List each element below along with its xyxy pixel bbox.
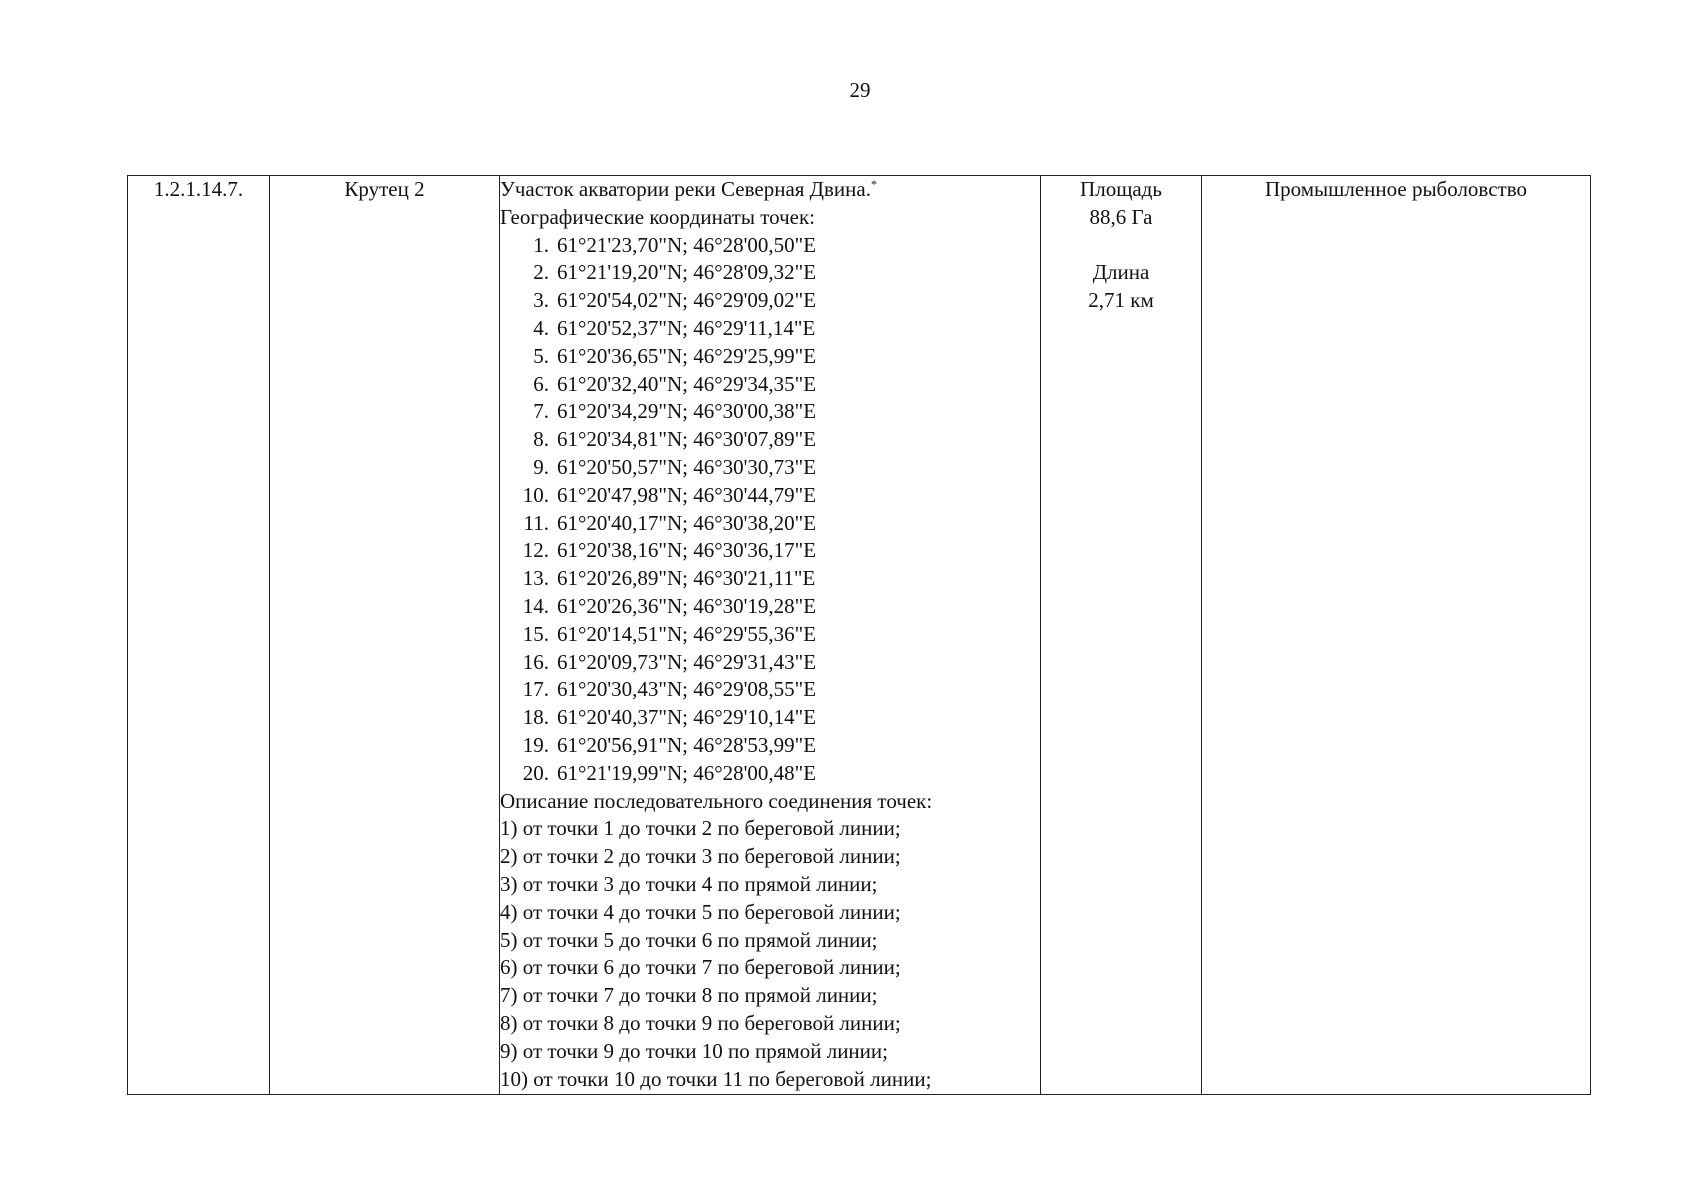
site-number-cell: 1.2.1.14.7. — [128, 176, 270, 1095]
coord-item — [500, 398, 1040, 426]
coords-heading: Географические координаты точек: — [500, 204, 815, 229]
coord-value: 61°20'34,81"N; 46°30'07,89"E — [557, 427, 817, 452]
site-name-cell: Крутец 2 — [270, 176, 500, 1095]
coord-index: 11. — [523, 510, 549, 535]
description-title-text: Участок акватории реки Северная Двина. — [500, 177, 871, 201]
coord-value: 61°20'09,73"N; 46°29'31,43"E — [557, 649, 817, 674]
connection-item: 9) от точки 9 до точки 10 по прямой линии; — [500, 1038, 888, 1063]
connection-item: 2) от точки 2 до точки 3 по береговой линии; — [500, 844, 901, 869]
connection-item: 6) от точки 6 до точки 7 по береговой линии; — [500, 955, 901, 980]
site-purpose-cell: Промышленное рыболовство — [1202, 176, 1591, 1095]
coord-value: 61°21'19,20"N; 46°28'09,32"E — [557, 260, 817, 285]
coord-value: 61°20'34,29"N; 46°30'00,38"E — [557, 399, 817, 424]
coord-value: 61°20'52,37"N; 46°29'11,14"E — [557, 315, 816, 340]
coord-item — [500, 704, 1040, 732]
coord-item — [500, 565, 1040, 593]
coord-item — [500, 593, 1040, 621]
table-row — [128, 176, 1591, 1095]
coord-value: 61°20'40,17"N; 46°30'38,20"E — [557, 510, 817, 535]
area-label: Площадь — [1080, 177, 1162, 201]
coord-item — [500, 426, 1040, 454]
coord-index: 16. — [522, 649, 549, 674]
coord-item — [500, 537, 1040, 565]
coord-index: 20. — [522, 760, 549, 785]
coord-value: 61°20'50,57"N; 46°30'30,73"E — [557, 454, 817, 479]
description-title — [500, 176, 1040, 204]
coord-value: 61°20'38,16"N; 46°30'36,17"E — [557, 538, 817, 563]
coord-item — [500, 510, 1040, 538]
connection-item: 3) от точки 3 до точки 4 по прямой линии; — [500, 871, 878, 896]
coord-item — [500, 732, 1040, 760]
length-value: 2,71 км — [1088, 288, 1154, 313]
connection-item: 7) от точки 7 до точки 8 по прямой линии; — [500, 983, 878, 1008]
connections-heading: Описание последовательного соединения точек: — [500, 788, 933, 813]
coord-value: 61°21'23,70"N; 46°28'00,50"E — [557, 232, 817, 257]
coord-index: 4. — [533, 315, 549, 340]
coord-item — [500, 621, 1040, 649]
coord-index: 15. — [522, 621, 549, 646]
coord-value: 61°20'36,65"N; 46°29'25,99"E — [557, 343, 817, 368]
coord-item — [500, 232, 1040, 260]
coord-index: 10. — [522, 482, 549, 507]
coord-item — [500, 454, 1040, 482]
coord-value: 61°20'47,98"N; 46°30'44,79"E — [557, 482, 817, 507]
coord-value: 61°20'26,89"N; 46°30'21,11"E — [557, 566, 816, 591]
site-description-cell — [500, 176, 1041, 1095]
connection-item: 1) от точки 1 до точки 2 по береговой линии; — [500, 816, 901, 841]
coord-value: 61°20'40,37"N; 46°29'10,14"E — [557, 705, 817, 730]
coord-index: 3. — [533, 288, 549, 313]
coord-value: 61°20'26,36"N; 46°30'19,28"E — [557, 593, 817, 618]
coord-value: 61°20'14,51"N; 46°29'55,36"E — [557, 621, 817, 646]
length-label: Длина — [1092, 260, 1150, 285]
coord-index: 12. — [522, 538, 549, 563]
coord-index: 19. — [522, 732, 549, 757]
coord-item — [500, 482, 1040, 510]
coord-index: 14. — [522, 593, 549, 618]
fishing-sites-table — [127, 175, 1591, 1095]
coord-index: 17. — [522, 677, 549, 702]
coord-item — [500, 649, 1040, 677]
coord-item — [500, 287, 1040, 315]
coord-index: 18. — [522, 705, 549, 730]
page-number: 29 — [849, 78, 871, 102]
coord-item — [500, 371, 1040, 399]
area-value: 88,6 Га — [1089, 204, 1153, 229]
coord-item — [500, 760, 1040, 788]
connection-item: 4) от точки 4 до точки 5 по береговой линии; — [500, 899, 901, 924]
coord-index: 8. — [533, 427, 549, 452]
coord-value: 61°20'30,43"N; 46°29'08,55"E — [557, 677, 817, 702]
coord-item — [500, 315, 1040, 343]
coord-index: 6. — [533, 371, 549, 396]
footnote-mark: * — [870, 177, 877, 191]
connection-item: 10) от точки 10 до точки 11 по береговой линии; — [500, 1066, 932, 1091]
connection-item: 8) от точки 8 до точки 9 по береговой линии; — [500, 1010, 901, 1035]
coord-index: 7. — [533, 399, 549, 424]
connection-item: 5) от точки 5 до точки 6 по прямой линии; — [500, 927, 878, 952]
coord-index: 5. — [533, 343, 549, 368]
coord-value: 61°20'54,02"N; 46°29'09,02"E — [557, 288, 817, 313]
coord-value: 61°20'56,91"N; 46°28'53,99"E — [557, 732, 817, 757]
connections-list — [500, 815, 1040, 1093]
site-size-cell — [1041, 176, 1202, 1095]
coord-value: 61°20'32,40"N; 46°29'34,35"E — [557, 371, 817, 396]
coord-item — [500, 676, 1040, 704]
coord-index: 13. — [522, 566, 549, 591]
coord-index: 1. — [533, 232, 549, 257]
coord-item — [500, 343, 1040, 371]
coord-value: 61°21'19,99"N; 46°28'00,48"E — [557, 760, 817, 785]
coord-index: 9. — [533, 454, 549, 479]
coord-index: 2. — [533, 260, 549, 285]
coords-list — [500, 232, 1040, 788]
coord-item — [500, 259, 1040, 287]
